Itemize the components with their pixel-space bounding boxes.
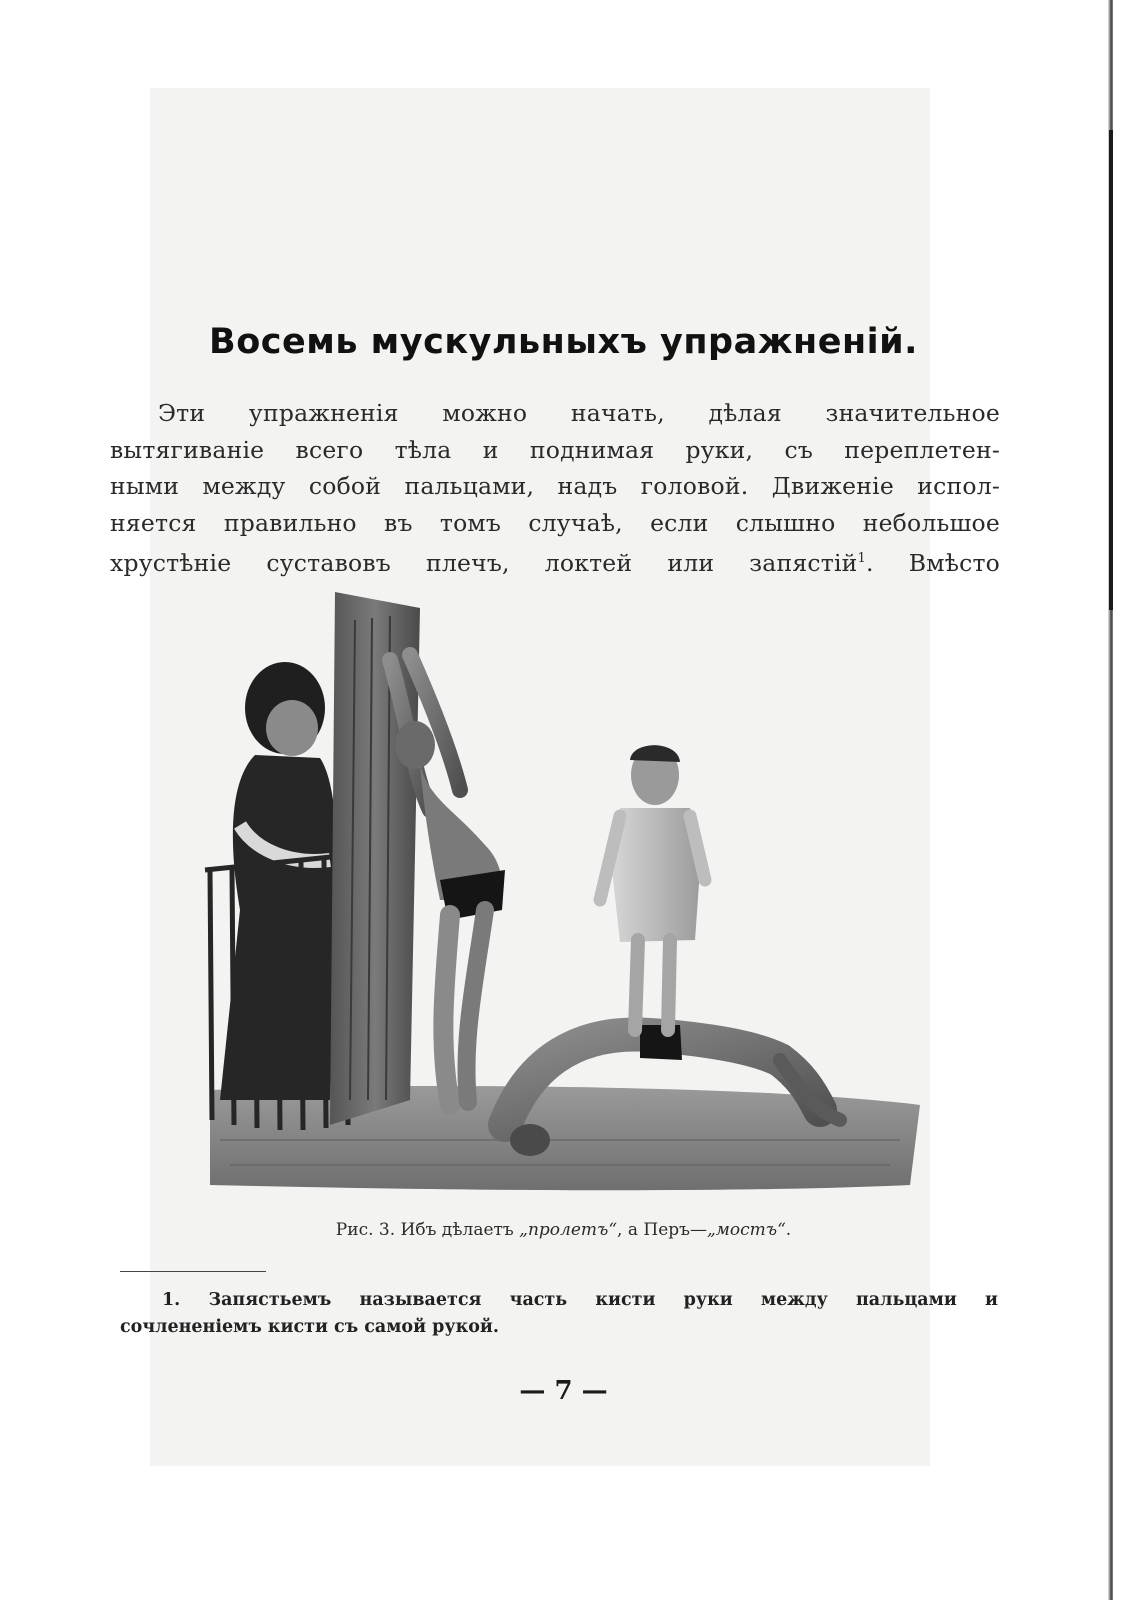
intro-line: хрустѣніе суставовъ плечъ, локтей или запястій$^1$. Вмѣсто [110, 548, 1001, 577]
footnote-line: 1. Запястьемъ называется часть кисти руки между пальцами и [162, 1290, 998, 1310]
caption-text: Рис. 3. Ибъ дѣлаетъ [335, 1220, 520, 1240]
page-title: Восемь мускульныхъ упражненій. [209, 322, 918, 362]
intro-line: ными между собой пальцами, надъ головой. Движеніе испол- [110, 472, 1000, 500]
footnote-line: сочлененіемъ кисти съ самой рукой. [120, 1317, 499, 1337]
child-figure [600, 745, 705, 1030]
page-number: — 7 — [519, 1376, 608, 1406]
footnote-divider [120, 1271, 266, 1272]
intro-line: вытягиваніе всего тѣла и поднимая руки, съ переплетен- [110, 435, 1000, 464]
caption-text: , а Перъ— [617, 1220, 707, 1240]
figure-caption [0, 1220, 1127, 1240]
caption-text: . [785, 1220, 792, 1240]
binding-edge-shadow [1109, 130, 1113, 610]
caption-italic: „пролетъ“ [519, 1220, 618, 1240]
caption-italic: „мостъ“ [706, 1220, 786, 1240]
intro-line: Эти упражненія можно начать, дѣлая значительное [158, 399, 1000, 427]
footnote [120, 1287, 998, 1341]
intro-line-text: Вмѣсто [908, 548, 1001, 577]
intro-paragraph [110, 395, 1000, 581]
door-panel [330, 592, 420, 1125]
figure-photo [200, 580, 930, 1200]
intro-line-text: хрустѣніе суставовъ плечъ, локтей или запястій [110, 548, 858, 577]
intro-line: няется правильно въ томъ случаѣ, если слышно небольшое [110, 508, 1000, 537]
footnote-ref: 1 [857, 551, 867, 566]
